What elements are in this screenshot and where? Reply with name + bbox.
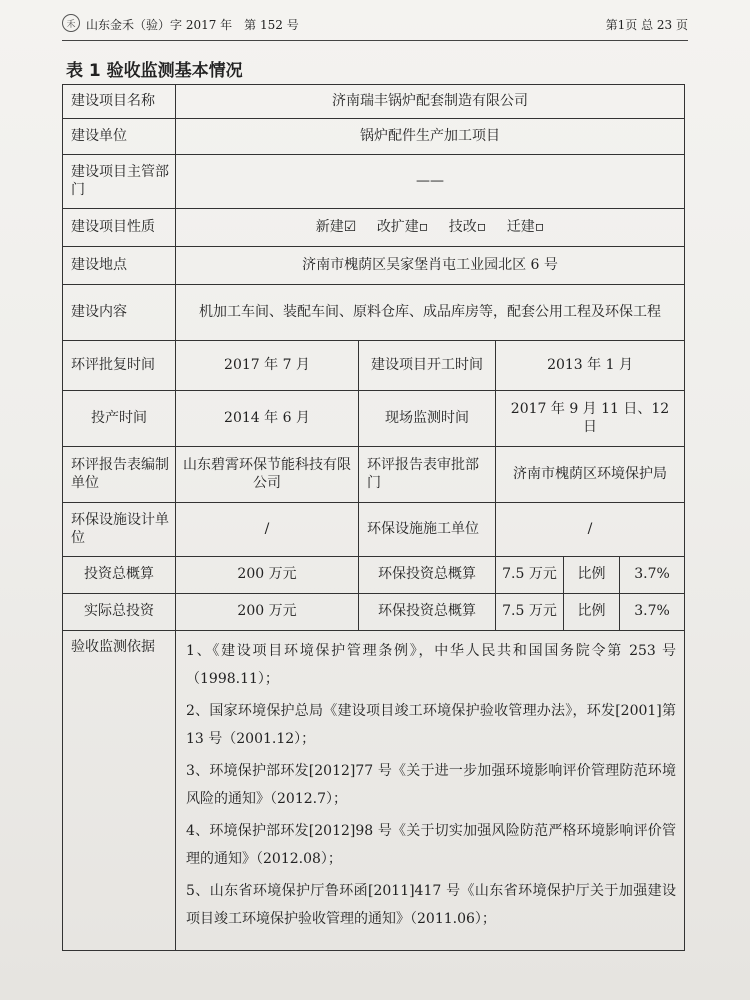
option-tech-reform: 技改▫: [448, 218, 487, 235]
nature-options: [176, 209, 685, 247]
table-title: 表 1 验收监测基本情况: [66, 61, 243, 81]
actual-env-value: 7.5 万元: [496, 594, 564, 631]
table-row: [63, 503, 685, 557]
option-relocate: 迁建▫: [506, 218, 545, 235]
design-org-value: /: [176, 503, 359, 557]
table-row: [63, 209, 685, 247]
location-value: 济南市槐荫区吴家堡肖屯工业园北区 6 号: [176, 247, 685, 285]
basis-item: 1、《建设项目环境保护管理条例》，中华人民共和国国务院令第 253 号（1998.11）；: [186, 643, 677, 687]
table-row: [63, 557, 685, 594]
basis-item: 2、国家环境保护总局《建设项目竣工环境保护验收管理办法》，环发[2001]第 13 号（2001.12）；: [186, 703, 677, 747]
basis-label: 验收监测依据: [63, 631, 176, 951]
table-row: [63, 341, 685, 391]
env-budget-value: 7.5 万元: [496, 557, 564, 594]
basis-content: [176, 631, 685, 951]
project-name-value: 济南瑞丰锅炉配套制造有限公司: [176, 85, 685, 119]
table-row: [63, 285, 685, 341]
nature-label: 建设项目性质: [63, 209, 176, 247]
builder-label: 建设单位: [63, 119, 176, 155]
report-org-label: 环评报告表编制单位: [63, 447, 176, 503]
table-row: [63, 247, 685, 285]
table-row: [63, 391, 685, 447]
actual-invest-label: 实际总投资: [63, 594, 176, 631]
content-value: 机加工车间、装配车间、原料仓库、成品库房等，配套公用工程及环保工程: [176, 285, 685, 341]
actual-ratio-label: 比例: [564, 594, 620, 631]
basis-item: 3、环境保护部环发[2012]77 号《关于进一步加强环境影响评价管理防范环境风险的通知》（2012.7）；: [186, 763, 677, 807]
option-new: 新建☑: [315, 218, 357, 235]
actual-env-label: 环保投资总概算: [359, 594, 496, 631]
page-header: [62, 14, 688, 41]
project-name-label: 建设项目名称: [63, 85, 176, 119]
approval-dept-label: 环评报告表审批部门: [359, 447, 496, 503]
production-time-value: 2014 年 6 月: [176, 391, 359, 447]
construction-org-value: /: [496, 503, 685, 557]
design-org-label: 环保设施设计单位: [63, 503, 176, 557]
authority-label: 建设项目主管部门: [63, 155, 176, 209]
authority-value: ——: [176, 155, 685, 209]
table-row: [63, 631, 685, 951]
table-row: [63, 85, 685, 119]
monitor-time-value: 2017 年 9 月 11 日、12 日: [496, 391, 685, 447]
approval-time-label: 环评批复时间: [63, 341, 176, 391]
company-seal-icon: 禾: [62, 14, 80, 32]
ratio-value: 3.7%: [620, 557, 685, 594]
basic-info-table: [62, 84, 685, 951]
builder-value: 锅炉配件生产加工项目: [176, 119, 685, 155]
table-row: [63, 155, 685, 209]
construction-org-label: 环保设施施工单位: [359, 503, 496, 557]
location-label: 建设地点: [63, 247, 176, 285]
actual-ratio-value: 3.7%: [620, 594, 685, 631]
budget-value: 200 万元: [176, 557, 359, 594]
start-time-label: 建设项目开工时间: [359, 341, 496, 391]
table-row: [63, 447, 685, 503]
basis-item: 4、环境保护部环发[2012]98 号《关于切实加强风险防范严格环境影响评价管理的通知》（2012.08）；: [186, 823, 677, 867]
table-row: [63, 594, 685, 631]
table-row: [63, 119, 685, 155]
env-budget-label: 环保投资总概算: [359, 557, 496, 594]
start-time-value: 2013 年 1 月: [496, 341, 685, 391]
basis-item: 5、山东省环境保护厅鲁环函[2011]417 号《山东省环境保护厅关于加强建设项目竣工环境保护验收管理的通知》（2011.06）；: [186, 883, 677, 927]
ratio-label: 比例: [564, 557, 620, 594]
budget-label: 投资总概算: [63, 557, 176, 594]
actual-invest-value: 200 万元: [176, 594, 359, 631]
report-number: 山东金禾（验）字 2017 年 第 152 号: [86, 18, 299, 32]
content-label: 建设内容: [63, 285, 176, 341]
approval-dept-value: 济南市槐荫区环境保护局: [496, 447, 685, 503]
monitor-time-label: 现场监测时间: [359, 391, 496, 447]
page-counter: 第1页 总 23 页: [605, 18, 688, 32]
option-expand: 改扩建▫: [376, 218, 429, 235]
production-time-label: 投产时间: [63, 391, 176, 447]
report-org-value: 山东碧霄环保节能科技有限公司: [176, 447, 359, 503]
approval-time-value: 2017 年 7 月: [176, 341, 359, 391]
